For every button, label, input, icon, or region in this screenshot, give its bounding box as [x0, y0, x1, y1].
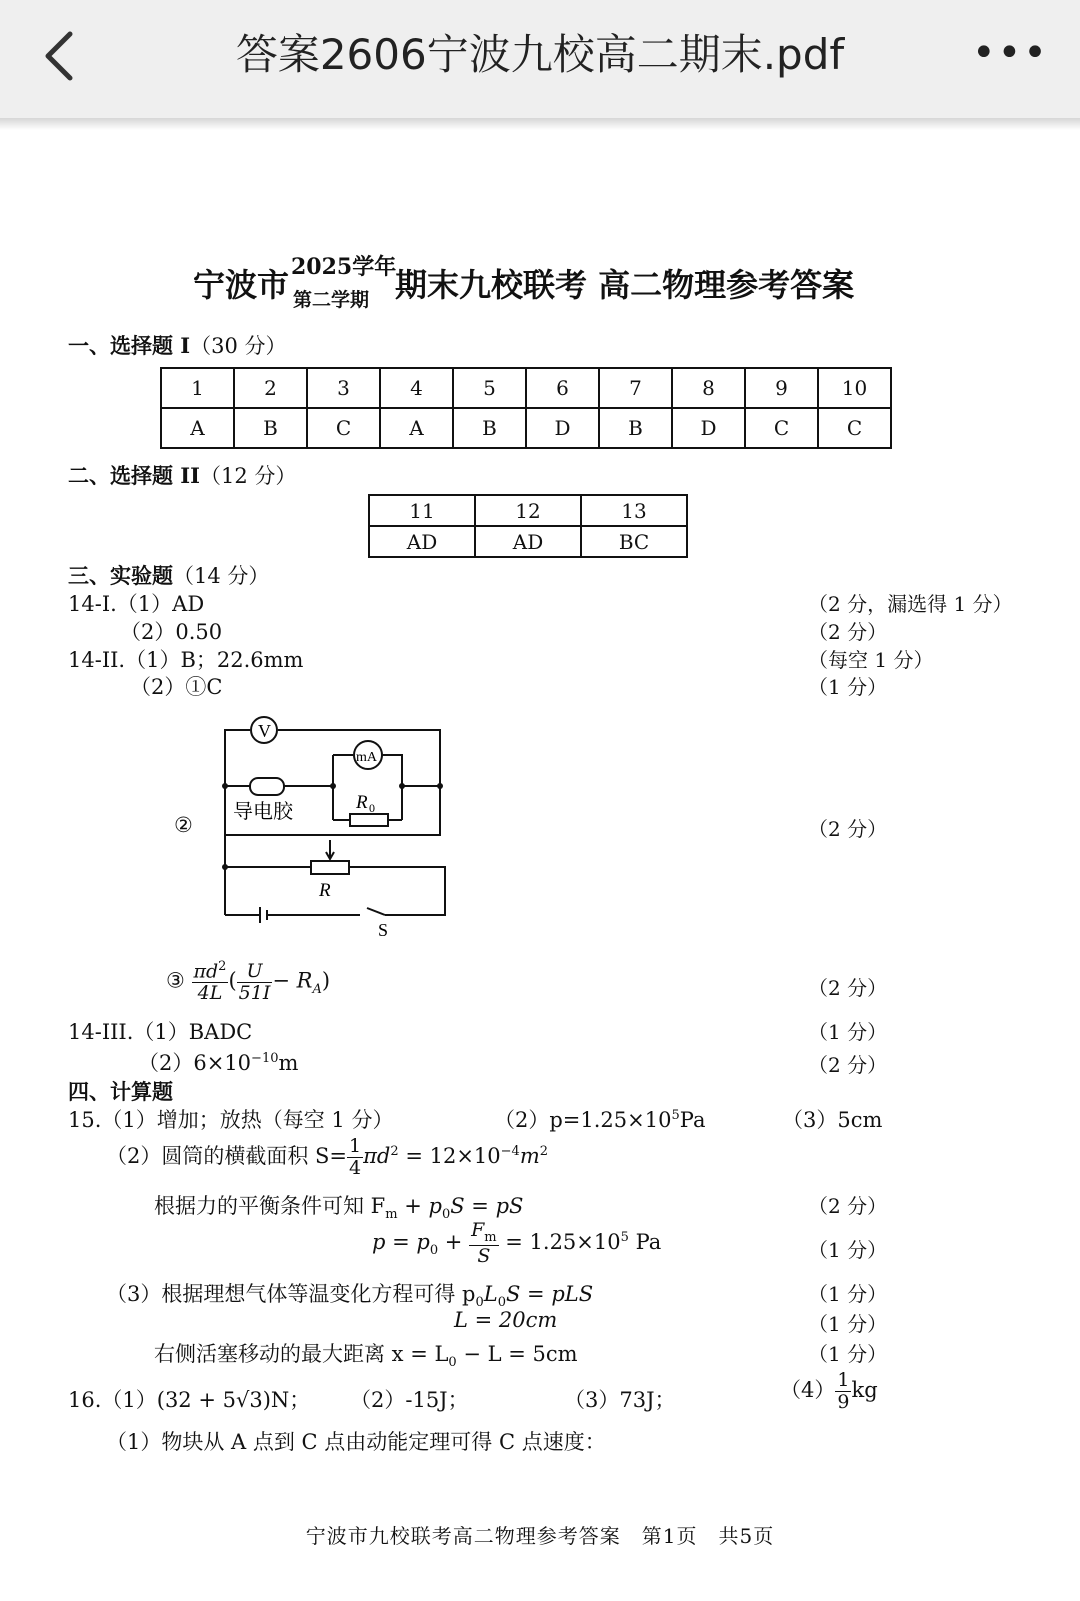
- s1-num: 9: [745, 368, 818, 408]
- answer-16-3: （3）73J；: [564, 1388, 676, 1412]
- q15-max-distance: 右侧活塞移动的最大距离 $x = L_0 - L = 5cm$: [154, 1342, 578, 1371]
- score: （2 分）: [808, 1194, 888, 1218]
- r0-subscript: 0: [369, 801, 375, 815]
- page-footer: 宁波市九校联考高二物理参考答案 第1页 共5页: [305, 1524, 775, 1548]
- score: （1 分）: [808, 1312, 888, 1336]
- chevron-left-icon: [38, 26, 82, 86]
- q15-pressure-formula: $p = p_0$ + $\frac{F_m}{S}$ = $1.25\times 10^5$ Pa: [372, 1219, 662, 1268]
- r0-label: R: [356, 792, 368, 813]
- s1-num: 4: [380, 368, 453, 408]
- q15-force-balance: 根据力的平衡条件可知 $F_m + p_0S$ = pS: [154, 1194, 524, 1223]
- s1-num: 2: [234, 368, 307, 408]
- answer-15-3: （3）5cm: [782, 1108, 883, 1132]
- section2-title: 二、选择题 II（12 分）: [68, 463, 297, 488]
- toolbar-shadow: [0, 118, 1080, 130]
- s1-answer: D: [672, 408, 745, 448]
- top-bar: [0, 0, 1080, 119]
- q15-area: （2）圆筒的横截面积 S= $\frac{1}{4}$ $\pi d^2 = 12\times 10^{-4}m^2$: [106, 1135, 549, 1179]
- s1-answer: C: [307, 408, 380, 448]
- heading-left: 宁波市: [193, 266, 290, 304]
- answer-16-1: 16.（1）(32 + 5√3)N；: [68, 1388, 311, 1412]
- score: （1 分）: [808, 1342, 888, 1366]
- more-options-icon[interactable]: •••: [972, 30, 1049, 76]
- score: （1 分）: [808, 1020, 888, 1044]
- answer-15-2: $(2)p=1.25\times 10^5Pa$: [494, 1108, 706, 1132]
- s1-num: 1: [161, 368, 234, 408]
- score: （2 分，漏选得 1 分）: [808, 592, 1013, 616]
- s1-answer: C: [745, 408, 818, 448]
- q16-solution-1: （1）物块从 A 点到 C 点由动能定理可得 C 点速度：: [106, 1430, 606, 1454]
- s1-num: 3: [307, 368, 380, 408]
- s2-num: 12: [475, 495, 581, 526]
- s1-answer: C: [818, 408, 891, 448]
- answer-14-1-2: （2）0.50: [120, 620, 223, 644]
- s1-answer: D: [526, 408, 599, 448]
- section3-title: 三、实验题（14 分）: [68, 563, 270, 588]
- answer-16-2: （2）-15J；: [350, 1388, 469, 1412]
- circuit-diagram: [215, 710, 455, 940]
- score: （每空 1 分）: [808, 648, 934, 672]
- score: （1 分）: [808, 1282, 888, 1306]
- answer-14-2-1: 14-II.（1）B；22.6mm: [68, 648, 304, 672]
- s2-answer: AD: [475, 526, 581, 557]
- s1-num: 6: [526, 368, 599, 408]
- s1-num: 10: [818, 368, 891, 408]
- voltmeter-label: V: [258, 721, 271, 741]
- section4-title: 四、计算题: [68, 1079, 173, 1104]
- switch-label: S: [378, 920, 389, 940]
- s1-answer: B: [453, 408, 526, 448]
- heading-year: 2025学年: [291, 254, 397, 280]
- answer-16-4: （4） $\frac{1}{9}$ kg: [780, 1369, 878, 1413]
- heading-right: 期末九校联考 高二物理参考答案: [395, 266, 855, 304]
- score: （1 分）: [808, 675, 888, 699]
- score: （1 分）: [808, 1238, 888, 1262]
- milliammeter-label: mA: [356, 750, 377, 765]
- s1-num: 5: [453, 368, 526, 408]
- q15-isothermal: （3）根据理想气体等温变化方程可得 $p_0L_0S$ = pLS: [106, 1282, 594, 1311]
- formula-3-number: ③: [166, 968, 185, 993]
- pdf-page[interactable]: [0, 130, 1080, 1601]
- s1-num: 7: [599, 368, 672, 408]
- rheostat-label: R: [319, 880, 331, 901]
- answer-15-1: 15.（1）增加；放热（每空 1 分）: [68, 1108, 394, 1132]
- s1-answer: A: [380, 408, 453, 448]
- score: （2 分）: [808, 976, 888, 1000]
- score: （2 分）: [808, 1053, 888, 1077]
- s1-num: 8: [672, 368, 745, 408]
- q15-length: L = 20cm: [454, 1308, 558, 1332]
- section1-title: 一、选择题 I（30 分）: [68, 333, 287, 358]
- formula-3: ③ $\frac{\pi d^2}{4L}$ ( $\frac{U}{51I}$ − $R_A$): [166, 959, 331, 1005]
- section2-table: [368, 494, 688, 558]
- s2-answer: AD: [369, 526, 475, 557]
- section1-table: [160, 367, 892, 449]
- s1-answer: A: [161, 408, 234, 448]
- s1-answer: B: [599, 408, 672, 448]
- fraction: $\frac{\pi d^2}{4L}$: [193, 959, 227, 1005]
- s2-num: 13: [581, 495, 687, 526]
- heading-term: 第二学期: [293, 289, 370, 311]
- score: （2 分）: [808, 817, 888, 841]
- answer-14-2-2: （2）①C: [130, 675, 223, 699]
- answer-14-3-2: $(2)6\times 10^{-10}m$: [138, 1051, 299, 1075]
- s2-num: 11: [369, 495, 475, 526]
- conductive-glue-label: 导电胶: [233, 799, 293, 823]
- back-button[interactable]: [38, 26, 98, 86]
- answer-14-3-1: 14-III.（1）BADC: [68, 1020, 253, 1044]
- answer-14-1-1: 14-I.（1）AD: [68, 592, 205, 616]
- score: （2 分）: [808, 620, 888, 644]
- circuit-number: ②: [174, 813, 193, 837]
- document-title: 答案2606宁波九校高二期末.pdf: [235, 30, 845, 79]
- fraction: $\frac{U}{51I}$: [238, 959, 271, 1004]
- s2-answer: BC: [581, 526, 687, 557]
- s1-answer: B: [234, 408, 307, 448]
